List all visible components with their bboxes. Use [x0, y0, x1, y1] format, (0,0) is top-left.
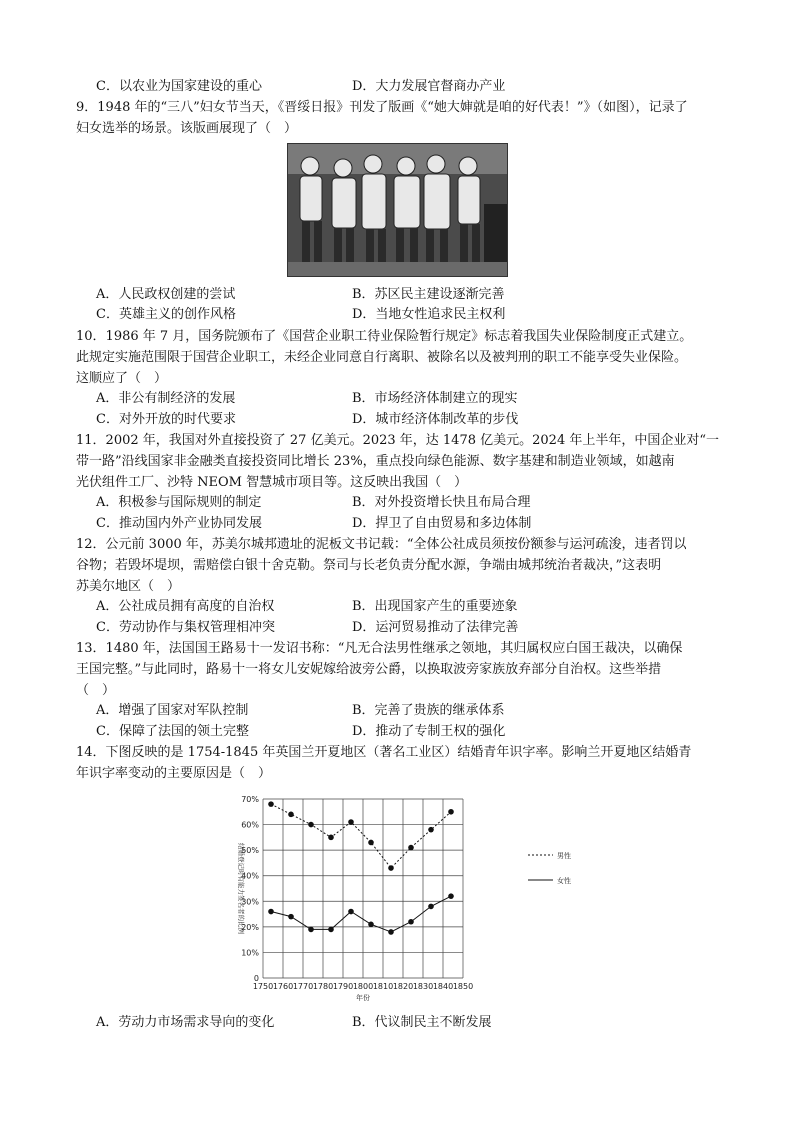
q13-option-d: D．推动了专制王权的强化 — [352, 724, 506, 739]
x-axis-label: 年份 — [356, 994, 370, 1002]
q10-stem-2: 此规定实施范围限于国营企业职工，未经企业同意自行离职、被除名以及被判刑的职工不能享受失业保险。 — [76, 350, 688, 365]
q12-option-b: B．出现国家产生的重要迹象 — [352, 599, 518, 614]
x-tick-label: 1750 — [252, 982, 274, 991]
data-point — [428, 904, 434, 910]
data-point — [428, 827, 434, 833]
data-point — [308, 927, 314, 933]
legend-label: 女性 — [557, 877, 571, 885]
data-point — [328, 927, 334, 933]
q11-option-d: D．捍卫了自由贸易和多边体制 — [352, 516, 532, 531]
q10-stem-3: 这顺应了（ ） — [76, 371, 168, 386]
q9-option-b: B．苏区民主建设逐渐完善 — [352, 287, 505, 302]
x-tick-label: 1820 — [392, 982, 414, 991]
q11-stem-3: 光伏组件工厂、沙特 NEOM 智慧城市项目等。这反映出我国（ ） — [76, 475, 468, 490]
y-axis-label: 结婚登记时有能力签名者的比例 — [237, 843, 245, 934]
x-tick-label: 1840 — [432, 982, 454, 991]
q12-stem-3: 苏美尔地区（ ） — [76, 579, 181, 594]
q12-option-c: C．劳动协作与集权管理相冲突 — [96, 620, 275, 635]
x-tick-label: 1810 — [372, 982, 394, 991]
q14-option-a: A．劳动力市场需求导向的变化 — [96, 1015, 275, 1030]
x-tick-label: 1830 — [412, 982, 434, 991]
x-tick-label: 1790 — [332, 982, 354, 991]
y-tick-label: 40% — [241, 871, 259, 881]
data-point — [368, 840, 374, 846]
q10-option-c: C．对外开放的时代要求 — [96, 412, 236, 427]
q10-option-d: D．城市经济体制改革的步伐 — [352, 412, 519, 427]
q9-option-a: A．人民政权创建的尝试 — [96, 287, 236, 302]
data-point — [368, 922, 374, 928]
q13-stem-1: 13．1480 年，法国国王路易十一发诏书称：“凡无合法男性继承之领地，其归属权应白国王裁决，以确保 — [76, 641, 683, 656]
x-tick-label: 1850 — [452, 982, 474, 991]
q10-stem-1: 10．1986 年 7 月，国务院颁布了《国营企业职工待业保险暂行规定》标志着我国失业保险制度正式建立。 — [76, 329, 693, 344]
q13-option-c: C．保障了法国的领土完整 — [96, 724, 249, 739]
data-point — [268, 909, 274, 915]
y-tick-label: 70% — [241, 795, 259, 804]
q10-option-a: A．非公有制经济的发展 — [96, 391, 236, 406]
y-tick-label: 30% — [241, 897, 259, 907]
x-tick-label: 1770 — [292, 982, 314, 991]
q12-option-a: A．公社成员拥有高度的自治权 — [96, 599, 275, 614]
q12-stem-2: 谷物；若毁坏堤坝，需赔偿白银十舍克勒。祭司与长老负责分配水源，争端由城邦统治者裁决，”这表明 — [76, 558, 662, 573]
x-tick-label: 1780 — [312, 982, 334, 991]
data-point — [408, 919, 414, 925]
q11-stem-2: 带一路”沿线国家非金融类直接投资同比增长 23%，重点投向绿色能源、数字基建和制造业领域，如越南 — [76, 454, 675, 469]
q13-option-a: A．增强了国家对军队控制 — [96, 703, 249, 718]
data-point — [288, 914, 294, 920]
q10-option-b: B．市场经济体制建立的现实 — [352, 391, 518, 406]
q12-stem-1: 12．公元前 3000 年，苏美尔城邦遗址的泥板文书记载：“全体公社成员须按份额参与运河疏浚，违者罚以 — [76, 537, 687, 552]
data-point — [328, 835, 334, 841]
data-point — [288, 812, 294, 818]
q9-option-c: C．英雄主义的创作风格 — [96, 307, 236, 322]
q13-stem-2: 王国完整。”与此同时，路易十一将女儿安妮嫁给波旁公爵，以换取波旁家族放弃部分自治权。这些举措 — [76, 662, 662, 677]
option-d: D．大力发展官督商办产业 — [352, 79, 506, 94]
data-point — [268, 801, 274, 807]
literacy-line-chart — [225, 787, 575, 1005]
q13-stem-3: （ ） — [76, 683, 116, 698]
data-point — [308, 822, 314, 828]
data-point — [388, 865, 394, 871]
y-tick-label: 50% — [241, 846, 259, 856]
q14-stem-1: 14．下图反映的是 1754-1845 年英国兰开夏地区（著名工业区）结婚青年识字率。影响兰开夏地区结婚青 — [76, 745, 692, 760]
data-point — [388, 929, 394, 935]
woodcut-print-image — [287, 143, 508, 277]
series-line-0 — [271, 804, 451, 868]
y-tick-label: 20% — [241, 922, 259, 932]
q11-option-b: B．对外投资增长快且布局合理 — [352, 495, 531, 510]
y-tick-label: 60% — [241, 820, 259, 830]
data-point — [448, 809, 454, 815]
q9-option-d: D．当地女性追求民主权利 — [352, 307, 506, 322]
y-tick-label: 10% — [241, 948, 259, 958]
data-point — [348, 819, 354, 825]
q14-stem-2: 年识字率变动的主要原因是（ ） — [76, 766, 272, 781]
q13-option-b: B．完善了贵族的继承体系 — [352, 703, 505, 718]
data-point — [408, 845, 414, 851]
legend-label: 男性 — [557, 852, 571, 860]
q11-option-a: A．积极参与国际规则的制定 — [96, 495, 262, 510]
x-tick-label: 1800 — [352, 982, 374, 991]
q9-stem-1: 9．1948 年的“三八”妇女节当天，《晋绥日报》刊发了版画《“她大婶就是咱的好代表！”》（如图），记录了 — [76, 100, 688, 115]
q9-stem-2: 妇女选举的场景。该版画展现了（ ） — [76, 121, 298, 136]
data-point — [448, 893, 454, 899]
option-c: C．以农业为国家建设的重心 — [96, 79, 262, 94]
x-tick-label: 1760 — [272, 982, 294, 991]
y-tick-label: 0 — [253, 974, 259, 983]
q12-option-d: D．运河贸易推动了法律完善 — [352, 620, 519, 635]
data-point — [348, 909, 354, 915]
q14-option-b: B．代议制民主不断发展 — [352, 1015, 492, 1030]
q11-stem-1: 11．2002 年，我国对外直接投资了 27 亿美元。2023 年，达 1478 亿美元。2024 年上半年，中国企业对“一 — [76, 433, 719, 448]
q11-option-c: C．推动国内外产业协同发展 — [96, 516, 262, 531]
